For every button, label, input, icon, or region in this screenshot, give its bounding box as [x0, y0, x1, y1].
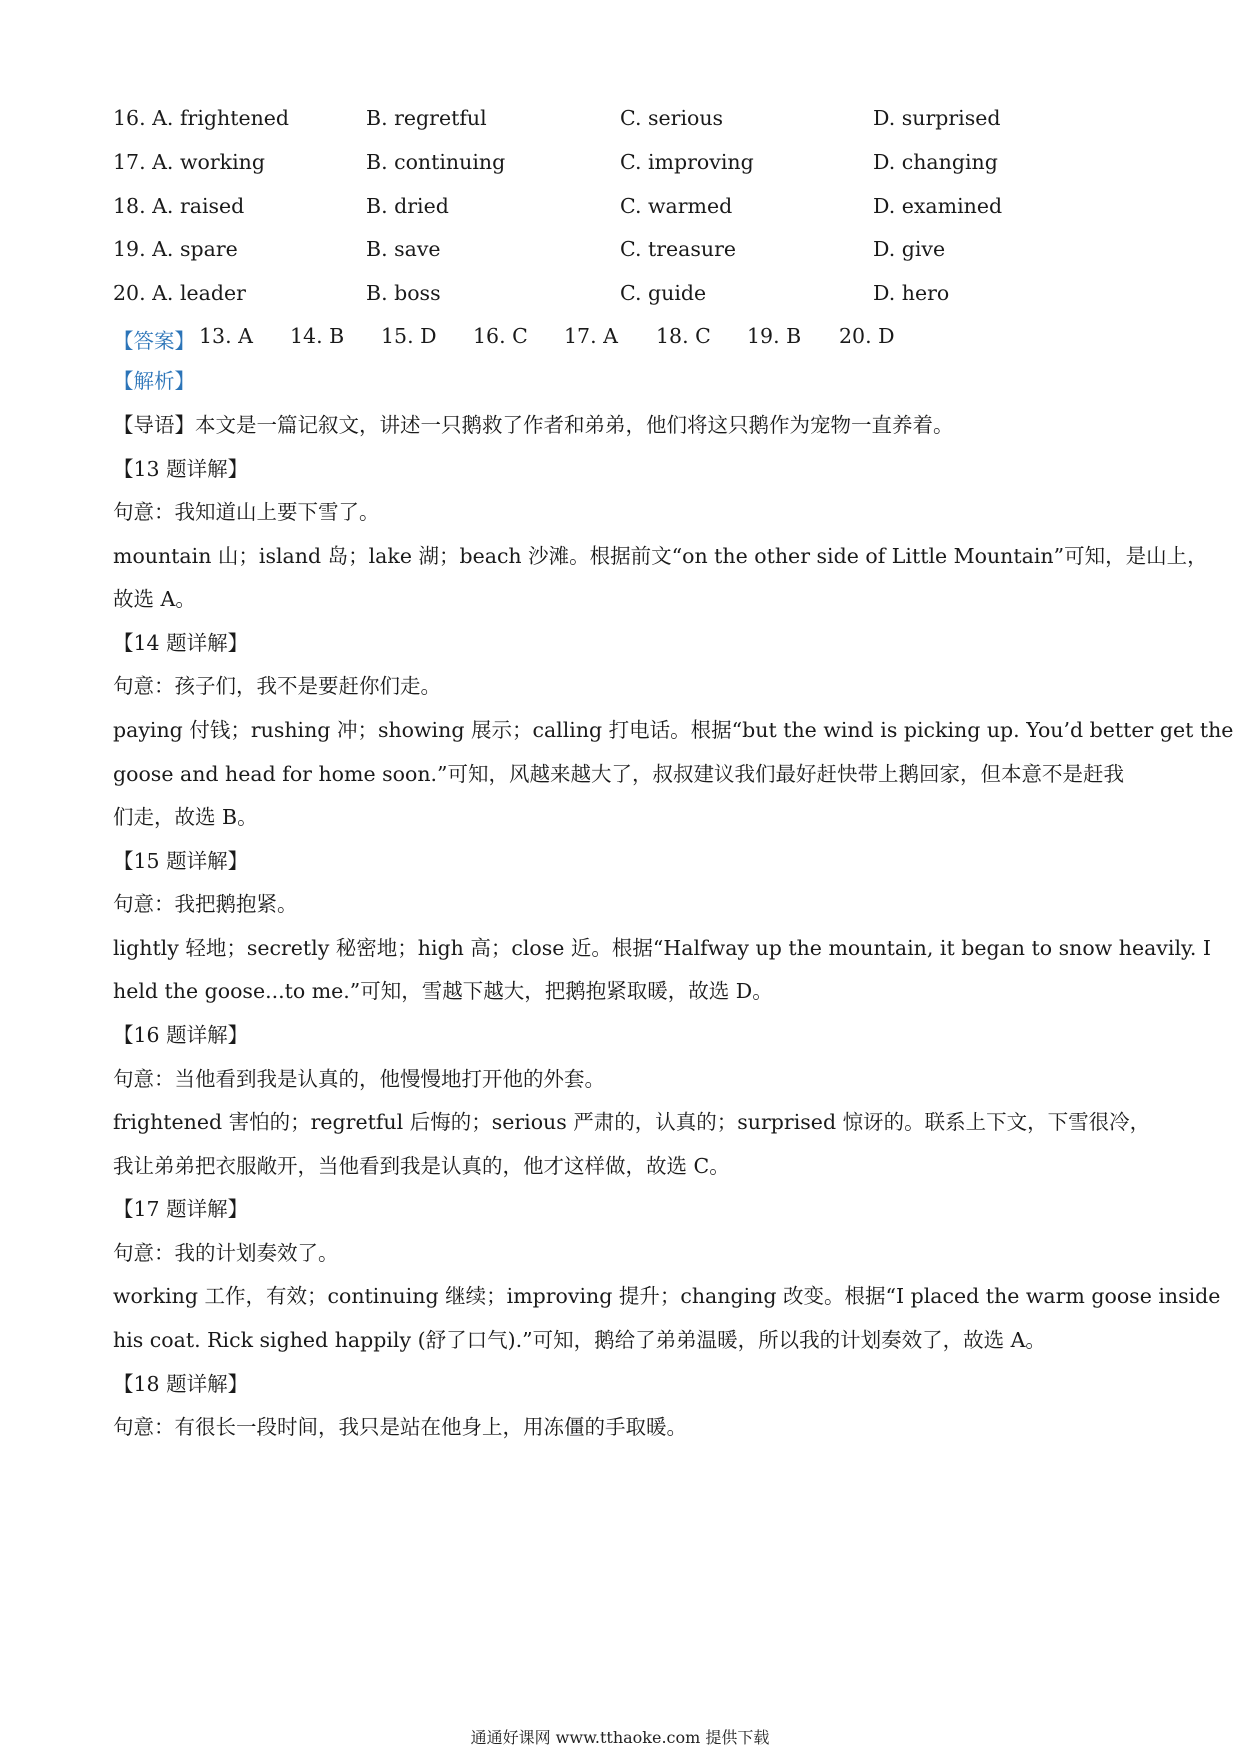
answer-item: 14. B	[290, 324, 345, 348]
explanation-text: lightly 轻地；secretly 秘密地；high 高；close 近。根据“Halfway up the mountain, it began to snow heavily. I	[113, 936, 1211, 960]
answer-row	[113, 324, 1133, 352]
option-a: 17. A. working	[113, 150, 265, 174]
explanation-text: working 工作，有效；continuing 继续；improving 提升；changing 改变。根据“I placed the warm goose inside	[113, 1284, 1221, 1308]
answer-item: 20. D	[839, 324, 895, 348]
option-c: C. warmed	[620, 194, 733, 218]
page-footer: 通通好课网 www.tthaoke.com 提供下载	[470, 1728, 770, 1747]
intro-text: 【导语】本文是一篇记叙文，讲述一只鹅救了作者和弟弟，他们将这只鹅作为宠物一直养着。	[113, 413, 954, 437]
section-heading: 【18 题详解】	[113, 1372, 249, 1396]
answer-item: 19. B	[747, 324, 802, 348]
explanation-text: paying 付钱；rushing 冲；showing 展示；calling 打电话。根据“but the wind is picking up. You’d better get the	[113, 718, 1234, 742]
option-d: D. surprised	[873, 106, 1001, 130]
option-a: 19. A. spare	[113, 237, 238, 261]
section-heading: 【13 题详解】	[113, 457, 249, 481]
options-row-19	[113, 237, 1133, 265]
option-a: 16. A. frightened	[113, 106, 290, 130]
explanation-text: 们走，故选 B。	[113, 805, 258, 829]
option-d: D. give	[873, 237, 946, 261]
option-b: B. regretful	[366, 106, 487, 130]
option-d: D. examined	[873, 194, 1003, 218]
explanation-text: 故选 A。	[113, 587, 196, 611]
option-b: B. continuing	[366, 150, 506, 174]
sentence-meaning: 句意：有很长一段时间，我只是站在他身上，用冻僵的手取暖。	[113, 1415, 687, 1439]
option-c: C. improving	[620, 150, 754, 174]
explanation-text: held the goose...to me.”可知，雪越下越大，把鹅抱紧取暖，故选 D。	[113, 979, 773, 1003]
option-a: 18. A. raised	[113, 194, 245, 218]
explanation-text: frightened 害怕的；regretful 后悔的；serious 严肃的，认真的；surprised 惊讶的。联系上下文，下雪很冷，	[113, 1110, 1151, 1134]
section-heading: 【14 题详解】	[113, 631, 249, 655]
explanation-text: his coat. Rick sighed happily (舒了口气).”可知，鹅给了弟弟温暖，所以我的计划奏效了，故选 A。	[113, 1328, 1046, 1352]
answer-item: 17. A	[564, 324, 618, 348]
sentence-meaning: 句意：当他看到我是认真的，他慢慢地打开他的外套。	[113, 1067, 605, 1091]
option-d: D. hero	[873, 281, 950, 305]
options-row-17	[113, 150, 1133, 178]
option-c: C. treasure	[620, 237, 737, 261]
answer-label: 【答案】	[113, 329, 195, 353]
options-row-18	[113, 194, 1133, 222]
section-heading: 【16 题详解】	[113, 1023, 249, 1047]
answer-item: 15. D	[381, 324, 437, 348]
section-heading: 【15 题详解】	[113, 849, 249, 873]
section-heading: 【17 题详解】	[113, 1197, 249, 1221]
explanation-text: 我让弟弟把衣服敞开，当他看到我是认真的，他才这样做，故选 C。	[113, 1154, 730, 1178]
option-b: B. boss	[366, 281, 441, 305]
sentence-meaning: 句意：我的计划奏效了。	[113, 1241, 339, 1265]
sentence-meaning: 句意：我把鹅抱紧。	[113, 892, 298, 916]
options-row-20	[113, 281, 1133, 309]
answer-item: 18. C	[656, 324, 711, 348]
answer-item: 13. A	[199, 324, 253, 348]
option-d: D. changing	[873, 150, 998, 174]
option-c: C. guide	[620, 281, 707, 305]
sentence-meaning: 句意：我知道山上要下雪了。	[113, 500, 380, 524]
options-row-16	[113, 106, 1133, 134]
analysis-label: 【解析】	[113, 369, 195, 393]
sentence-meaning: 句意：孩子们，我不是要赶你们走。	[113, 674, 441, 698]
explanation-text: goose and head for home soon.”可知，风越来越大了，叔叔建议我们最好赶快带上鹅回家，但本意不是赶我	[113, 762, 1125, 786]
explanation-text: mountain 山；island 岛；lake 湖；beach 沙滩。根据前文“on the other side of Little Mountain”可知，是山上，	[113, 544, 1208, 568]
option-c: C. serious	[620, 106, 724, 130]
option-b: B. save	[366, 237, 441, 261]
option-b: B. dried	[366, 194, 449, 218]
answer-item: 16. C	[473, 324, 528, 348]
option-a: 20. A. leader	[113, 281, 246, 305]
